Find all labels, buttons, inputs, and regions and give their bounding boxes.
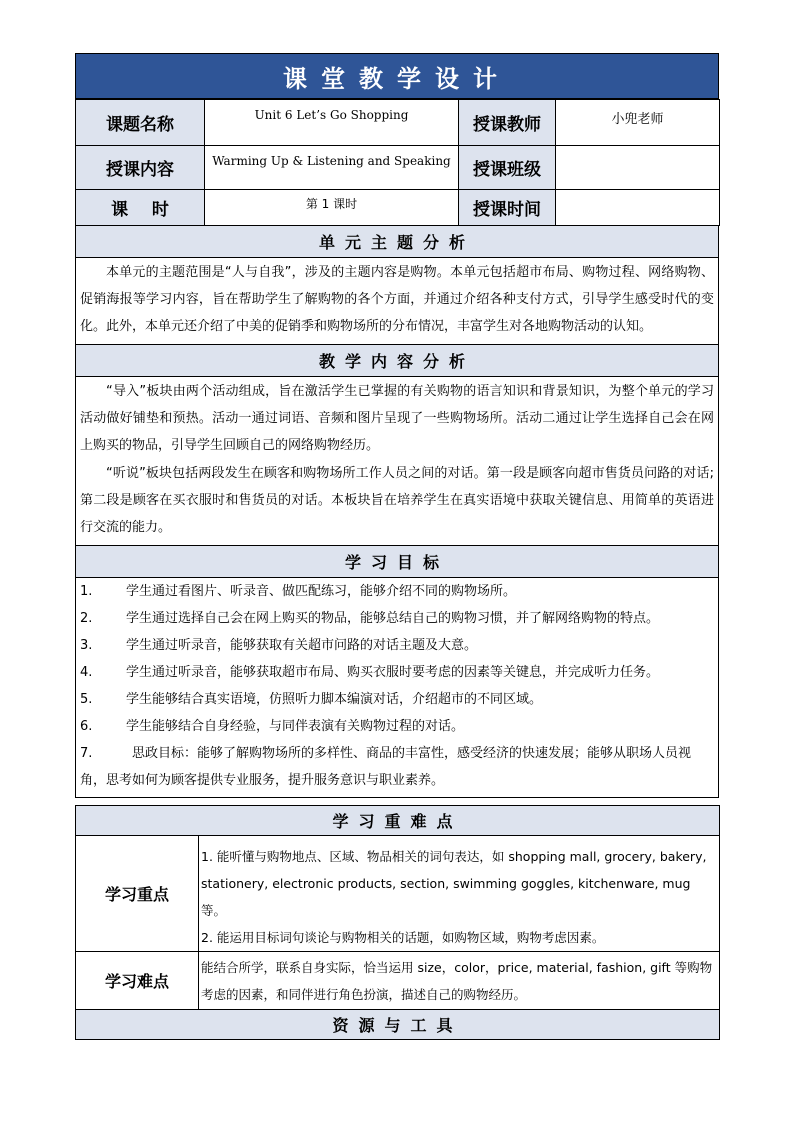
time-value	[556, 190, 720, 226]
info-table	[75, 99, 720, 226]
time-label: 授课时间	[459, 190, 556, 226]
key-points-table	[75, 805, 720, 1040]
difficulty-label: 学习难点	[76, 952, 199, 1010]
focus-label: 学习重点	[76, 836, 199, 952]
content-analysis-heading: 教学内容分析	[76, 345, 718, 377]
objective-item: 5. 学生能够结合真实语境，仿照听力脚本编演对话，介绍超市的不同区域。	[80, 692, 543, 707]
class-label: 授课班级	[459, 146, 556, 190]
objective-item: 3. 学生通过听录音，能够获取有关超市问路的对话主题及大意。	[80, 638, 478, 653]
lesson-plan-document	[75, 53, 719, 1040]
focus-line-1: 1. 能听懂与购物地点、区域、物品相关的词句表达，如 shopping mall, grocery, bakery, stationery, electronic products, section, swimming goggles, kitchenware, mug 等。	[201, 849, 707, 918]
key-points-heading: 学习重难点	[76, 806, 720, 836]
period-value: 第 1 课时	[205, 190, 459, 226]
unit-analysis-text: 本单元的主题范围是“人与自我”，涉及的主题内容是购物。本单元包括超市布局、购物过程、网络购物、促销海报等学习内容，旨在帮助学生了解购物的各个方面，并通过介绍各种支付方式，引导学生感受时代的变化。此外，本单元还介绍了中美的促销季和购物场所的分布情况，丰富学生对各地购物活动的认知。	[80, 265, 714, 334]
period-label: 课 时	[76, 190, 205, 226]
lesson-value: Unit 6 Let’s Go Shopping	[205, 100, 459, 146]
objectives-heading: 学习目标	[76, 546, 718, 578]
objective-item: 7. 思政目标：能够了解购物场所的多样性、商品的丰富性，感受经济的快速发展；能够从职场人员视角，思考如何为顾客提供专业服务，提升服务意识与职业素养。	[80, 746, 692, 788]
content-value: Warming Up & Listening and Speaking	[205, 146, 459, 190]
objective-item: 1. 学生通过看图片、听录音、做匹配练习，能够介绍不同的购物场所。	[80, 584, 517, 599]
content-analysis-paragraph-1: “导入”板块由两个活动组成，旨在激活学生已掌握的有关购物的语言知识和背景知识，为整个单元的学习活动做好铺垫和预热。活动一通过词语、音频和图片呈现了一些购物场所。活动二通过让学生选择自己会在网上购买的物品，引导学生回顾自己的网络购物经历。	[80, 384, 714, 453]
class-value	[556, 146, 720, 190]
objective-item: 4. 学生通过听录音，能够获取超市布局、购买衣服时要考虑的因素等关键息，并完成听力任务。	[80, 665, 660, 680]
lesson-label: 课题名称	[76, 100, 205, 146]
content-analysis-section	[75, 345, 719, 546]
content-analysis-paragraph-2: “听说”板块包括两段发生在顾客和购物场所工作人员之间的对话。第一段是顾客向超市售货员问路的对话;第二段是顾客在买衣服时和售货员的对话。本板块旨在培养学生在真实语境中获取关键信息、用简单的英语进行交流的能力。	[80, 466, 714, 535]
difficulty-text: 能结合所学，联系自身实际，恰当运用 size，color，price, material, fashion, gift 等购物考虑的因素，和同伴进行角色扮演，描述自己的购物经历。	[199, 952, 720, 1010]
focus-line-2: 2. 能运用目标词句谈论与购物相关的话题，如购物区域，购物考虑因素。	[201, 930, 605, 945]
teacher-value: 小兜老师	[556, 100, 720, 146]
teacher-label: 授课教师	[459, 100, 556, 146]
unit-analysis-heading: 单元主题分析	[76, 226, 718, 258]
focus-content	[199, 836, 720, 952]
objective-item: 6. 学生能够结合自身经验，与同伴表演有关购物过程的对话。	[80, 719, 465, 734]
unit-analysis-section	[75, 226, 719, 345]
content-label: 授课内容	[76, 146, 205, 190]
objective-item: 2. 学生通过选择自己会在网上购买的物品，能够总结自己的购物习惯，并了解网络购物的特点。	[80, 611, 660, 626]
resources-heading: 资源与工具	[76, 1010, 720, 1040]
objectives-section	[75, 546, 719, 798]
document-title: 课堂教学设计	[75, 53, 719, 99]
